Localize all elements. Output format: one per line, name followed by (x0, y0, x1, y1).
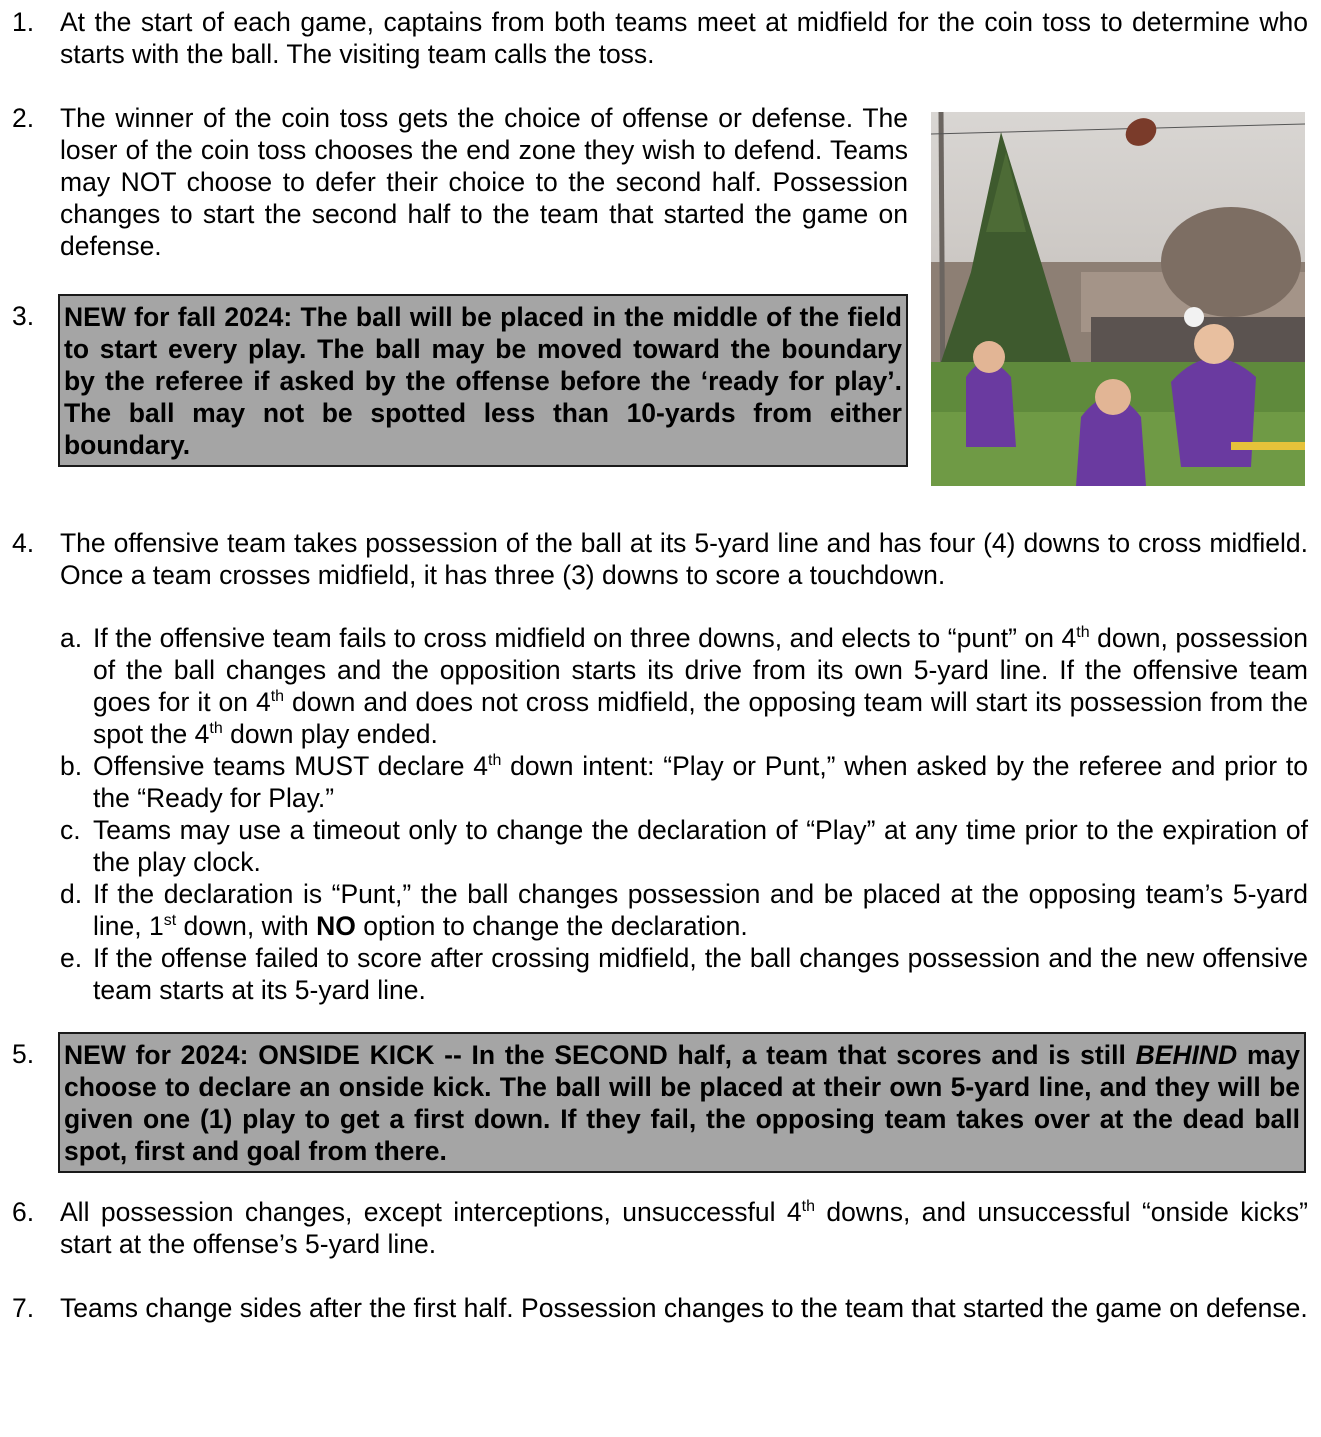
rule-number: 6. (12, 1197, 35, 1227)
rule-2 (0, 102, 920, 268)
rule-number: 2. (12, 103, 35, 133)
text-run: downs, and unsuccessful “onside kicks” start at the offense’s 5-yard line. (60, 1197, 1308, 1259)
italic-text: BEHIND (1135, 1040, 1238, 1070)
superscript: th (1076, 624, 1090, 641)
rule-4d (0, 878, 1321, 944)
rule-highlight-box: NEW for fall 2024: The ball will be placed in the middle of the field to start every play. The ball may be moved toward the boundary by the referee if asked by the offense before the ‘ready for play’. The ball may not be spotted less than 10-yards from either boundary. (58, 294, 908, 467)
subrule-label: c. (60, 815, 81, 845)
subrule-text: If the offense failed to score after crossing midfield, the ball changes possession and the new offensive team starts at its 5-yard line. (93, 943, 1308, 1005)
text-run: If the offensive team fails to cross midfield on three downs, and elects to “punt” on 4 (93, 623, 1077, 653)
rule-text: The offensive team takes possession of the ball at its 5-yard line and has four (4) downs to cross midfield. Once a team crosses midfield, it has three (3) downs to score a touchdown. (60, 528, 1308, 590)
rule-6 (0, 1196, 1321, 1262)
subrule-label: d. (60, 879, 83, 909)
text-run: down intent: “Play or Punt,” when asked by the referee and prior to the “Ready for Play.” (93, 751, 1308, 813)
flag-football-photo (931, 112, 1305, 486)
rule-7 (0, 1292, 1321, 1358)
rule-number: 3. (12, 301, 35, 331)
text-run: If the declaration is “Punt,” the ball changes possession and be placed at the opposing team’s 5-yard line, 1 (93, 879, 1308, 941)
rule-4e (0, 942, 1321, 1008)
text-run: option to change the declaration. (355, 911, 748, 941)
text-run: Offensive teams MUST declare 4 (93, 751, 489, 781)
rule-4b (0, 750, 1321, 816)
rule-highlight-box (58, 1032, 1306, 1173)
rule-1 (0, 6, 1321, 72)
superscript: st (163, 912, 177, 929)
subrule-text (93, 622, 1308, 750)
rule-4a (0, 622, 1321, 752)
rule-number: 5. (12, 1039, 35, 1069)
subrule-text: Teams may use a timeout only to change the declaration of “Play” at any time prior to the expiration of the play clock. (93, 815, 1308, 877)
rule-number: 1. (12, 7, 35, 37)
youth-flag-football-photo-icon (931, 112, 1305, 486)
rule-4c (0, 814, 1321, 880)
text-run: down play ended. (222, 719, 438, 749)
superscript: th (801, 1198, 815, 1215)
text-run: All possession changes, except interceptions, unsuccessful 4 (60, 1197, 802, 1227)
text-run: NEW for 2024: ONSIDE KICK -- In the SECOND half, a team that scores and is still (64, 1040, 1136, 1070)
text-run: down, with (176, 911, 317, 941)
rule-number: 4. (12, 528, 35, 558)
superscript: th (270, 688, 285, 705)
subrule-label: e. (60, 943, 83, 973)
text-run: may choose to declare an onside kick. The ball will be placed at their own 5-yard line, and they will be given one (1) play to get a first down. If they fail, the opposing team takes over at the dead ball spot, first and goal from there. (64, 1040, 1300, 1166)
subrule-label: b. (60, 751, 83, 781)
rule-number: 7. (12, 1293, 35, 1323)
rule-5 (0, 1032, 1321, 1177)
text-run: down and does not cross midfield, the opposing team will start its possession from the spot the 4 (93, 687, 1308, 749)
text-run: down, possession of the ball changes and the opposition starts its drive from its own 5-yard line. If the offensive team goes for it on 4 (93, 623, 1308, 717)
bold-text: NO (316, 911, 356, 941)
superscript: th (209, 720, 223, 737)
rule-3 (0, 294, 920, 506)
subrule-text (93, 750, 1308, 814)
rule-text: The winner of the coin toss gets the choice of offense or defense. The loser of the coin toss chooses the end zone they wish to defend. Teams may NOT choose to defer their choice to the second half. Possession changes to start the second half to the team that started the game on defense. (60, 103, 908, 261)
subrule-text (93, 878, 1308, 942)
subrule-label: a. (60, 623, 83, 653)
rule-text (60, 1196, 1308, 1260)
rule-text: Teams change sides after the first half. Possession changes to the team that started the game on defense. (60, 1293, 1308, 1323)
rule-text: At the start of each game, captains from both teams meet at midfield for the coin toss to determine who starts with the ball. The visiting team calls the toss. (60, 7, 1308, 69)
superscript: th (488, 752, 502, 769)
